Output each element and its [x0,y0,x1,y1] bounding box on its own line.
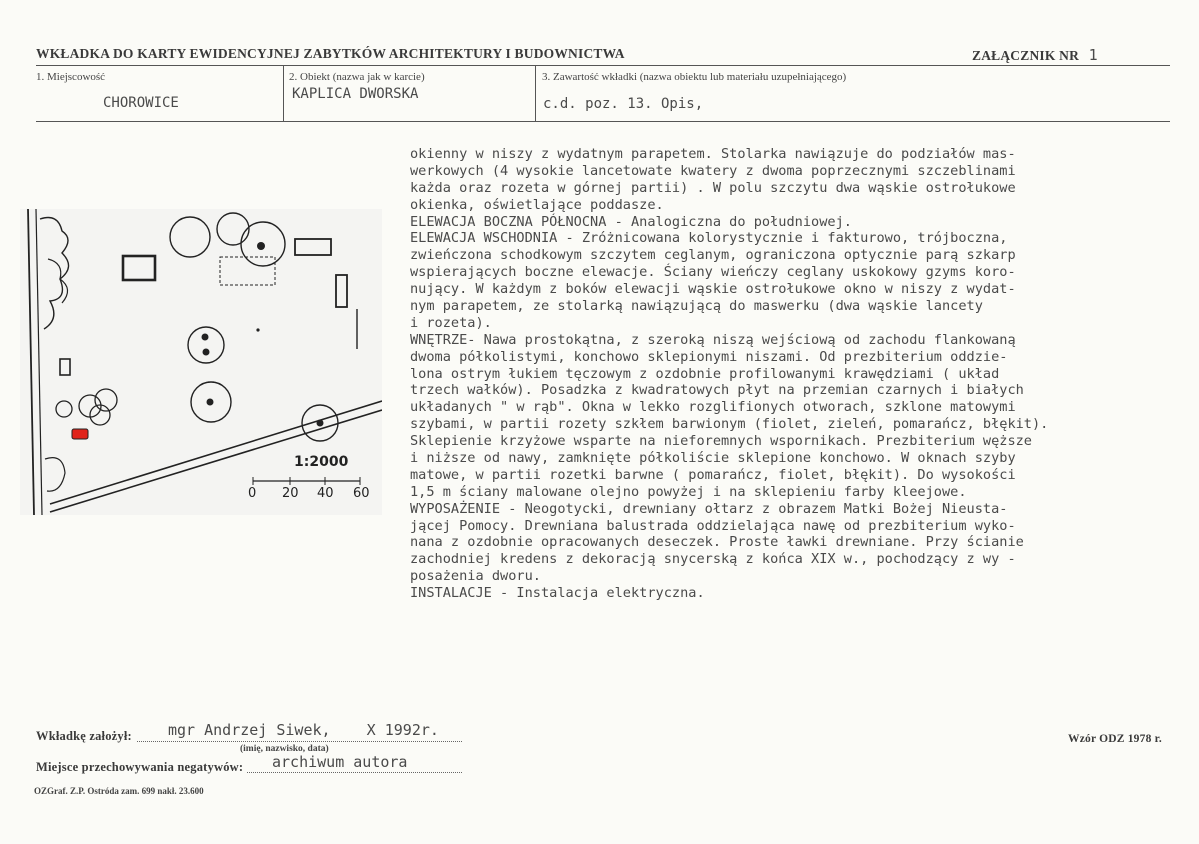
description-line: trzech wałków). Posadzka z kwadratowych płyt na przemian czarnych i białych [410,382,1024,399]
field-divider-2 [535,65,536,121]
storage-line [247,772,462,773]
description-line: posażenia dworu. [410,568,541,585]
description-line: ELEWACJA BOCZNA PÓŁNOCNA - Analogiczna do południowej. [410,213,852,230]
founded-label: Wkładkę założył: [36,729,132,743]
description-line: werkowych (4 wysokie lancetowate kwatery z dwoma poprzecznymi szczeblinami [410,162,1016,179]
annex-label-text: ZAŁĄCZNIK NR [972,48,1080,63]
description-line: nujący. W każdym z boków elewacji wąskie ostrołukowe okno w niszy z wydat- [410,281,1016,298]
description-line: lona ostrym łukiem tęczowym z ozdobnie profilowanymi krawędziami ( układ [410,365,1000,382]
description-line: okienka, oświetlające poddasze. [410,196,664,213]
description-line: zachodniej kredens z dekoracją snycerską z końca XIX w., pochodzący z wy - [410,551,1016,568]
field-place-value: CHOROWICE [103,95,179,111]
description-line: okienny w niszy z wydatnym parapetem. Stolarka nawiązuje do podziałów mas- [410,146,1016,162]
form-title: WKŁADKA DO KARTY EWIDENCYJNEJ ZABYTKÓW ARCHITEKTURY I BUDOWNICTWA [36,46,625,61]
description-line: nym parapetem, ze stolarką nawiązującą do maswerku (dwa wąskie lancety [410,298,983,315]
description-text [410,146,1170,602]
description-line: zwieńczona schodkowym szczytem ceglanym, ograniczona optycznie parą szkarp [410,247,1016,264]
printer-note: OZGraf. Z.P. Ostróda zam. 699 nakł. 23.600 [34,786,204,796]
description-line: 1,5 m ściany malowane olejno powyżej i na sklepieniu farby kleejowe. [410,483,967,500]
description-line: układanych " w rąb". Okna w lekko rozglifionych otworach, szklone matowymi [410,399,1016,416]
header-bottom-rule [36,121,1170,122]
founded-hint: (imię, nazwisko, data) [240,744,329,754]
map-scale-tick-40: 40 [317,486,334,501]
map-scale-label: 1:2000 [294,454,349,470]
storage-value: archiwum autora [272,753,408,771]
field-content-label: 3. Zawartość wkładki (nazwa obiektu lub materiału uzupełniającego) [542,71,847,83]
field-content-value: c.d. poz. 13. Opis, [543,96,704,112]
field-object-value: KAPLICA DWORSKA [292,86,419,102]
description-line: jącej Pomocy. Drewniana balustrada oddzielająca nawę od prezbiterium wyko- [410,517,1016,534]
description-line: ELEWACJA WSCHODNIA - Zróżnicowana kolorystycznie i fakturowo, trójboczna, [410,230,1008,247]
map-scale-tick-20: 20 [282,486,299,501]
storage-label: Miejsce przechowywania negatywów: [36,760,244,774]
site-map [20,209,382,515]
annex-label [972,46,1098,64]
form-model: Wzór ODZ 1978 r. [1068,733,1162,745]
founded-line [137,741,462,742]
map-scale-tick-0: 0 [248,486,257,501]
description-line: nana z ozdobnie opracowanych deseczek. Proste ławki drewniane. Przy ścianie [410,534,1024,551]
description-line: Sklepienie krzyżowe wsparte na nieforemnych wspornikach. Prezbiterium węższe [410,433,1032,450]
description-line: WNĘTRZE- Nawa prostokątna, z szeroką niszą wejściową od zachodu flankowaną [410,331,1016,348]
map-scale-tick-60: 60 [353,486,370,501]
description-line: każda oraz rozeta w górnej partii) . W polu szczytu dwa wąskie ostrołukowe [410,179,1016,196]
description-line: i rozeta). [410,314,492,331]
description-line: matowe, w partii rozetki barwne ( pomarańcz, fiolet, błękit). Do wysokości [410,466,1016,483]
header-top-rule [36,65,1170,66]
field-place-label: 1. Miejscowość [36,71,106,83]
chapel-marker [72,429,88,439]
description-line: WYPOSAŻENIE - Neogotycki, drewniany ołtarz z obrazem Matki Bożej Nieusta- [410,500,1008,517]
description-line: szybami, w partii rozety szkłem barwionym (fiolet, zieleń, pomarańcz, błękit). [410,416,1049,433]
description-line: dwoma półkolistymi, konchowo sklepionymi niszami. Od prezbiterium oddzie- [410,348,1008,365]
field-divider-1 [283,65,284,121]
annex-number: 1 [1088,46,1098,64]
founded-value: mgr Andrzej Siwek, X 1992r. [168,721,439,739]
description-line: wspierających boczne elewacje. Ściany wieńczy ceglany uskokowy gzyms koro- [410,264,1016,281]
description-line: i niższe od nawy, zamknięte półkoliście sklepione konchowo. W oknach szyby [410,450,1016,467]
field-object-label: 2. Obiekt (nazwa jak w karcie) [289,71,425,83]
description-line: INSTALACJE - Instalacja elektryczna. [410,585,705,602]
